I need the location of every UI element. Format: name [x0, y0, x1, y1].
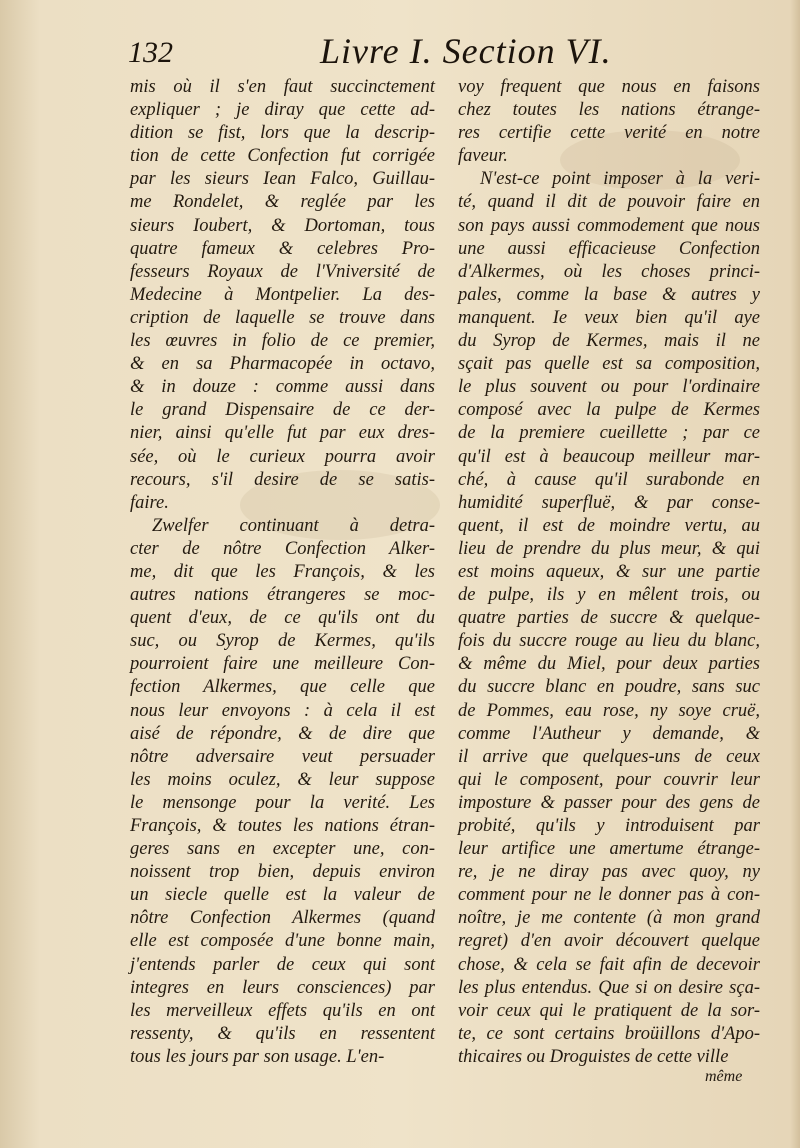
text-line: mis où il s'en faut succinctement: [130, 77, 435, 97]
text-line: une aussi efficacieuse Confection: [458, 238, 760, 259]
text-column-left: [130, 76, 435, 1069]
text-line: pales, comme la base & autres y: [458, 284, 760, 305]
text-line: lieu de prendre du plus meur, & qui: [458, 538, 760, 559]
text-line: nôtre adversaire veut persuader: [130, 746, 435, 767]
text-line: elle est composée d'une bonne main,: [130, 931, 435, 952]
text-line: par les sieurs Iean Falco, Guillau-: [130, 169, 435, 190]
text-line: autres nations étrangeres se moc-: [130, 585, 435, 606]
text-column-right: [458, 76, 760, 1069]
text-line: regret) d'en avoir découvert quelque: [458, 931, 760, 952]
text-line: François, & toutes les nations étran-: [130, 816, 435, 836]
text-line: les œuvres in folio de ce premier,: [130, 331, 435, 352]
text-line: leur artifice une amertume étrange-: [458, 839, 760, 860]
text-line: comment pour ne le donner pas à con-: [458, 885, 760, 906]
text-line: Medecine à Montpelier. La des-: [130, 284, 435, 305]
text-line: de Pommes, eau rose, ny soye cruë,: [458, 700, 760, 721]
text-line: les plus entendus. Que si on desire sça-: [458, 977, 760, 998]
text-line: les merveilleux effets qu'ils en ont: [130, 1000, 435, 1021]
text-line: les moins oculez, & leur suppose: [130, 769, 435, 790]
text-line: me Rondelet, & reglée par les: [130, 192, 435, 213]
text-line: le plus souvent ou pour l'ordinaire: [458, 377, 760, 398]
text-line: nier, ainsi qu'elle fut par eux dres-: [130, 423, 435, 444]
text-line: N'est-ce point imposer à la veri-: [480, 169, 760, 190]
text-line: quatre fameux & celebres Pro-: [130, 238, 435, 259]
text-line: recours, s'il desire de se satis-: [130, 469, 435, 490]
text-line: du Syrop de Kermes, mais il ne: [458, 331, 760, 352]
text-line: cter de nôtre Confection Alker-: [130, 538, 435, 559]
text-line: te, ce sont certains broüillons d'Apo-: [458, 1023, 760, 1044]
text-line: thicaires ou Droguistes de cette ville: [458, 1046, 729, 1067]
page-header: [128, 30, 768, 80]
text-line: ressenty, & qu'ils en ressentent: [130, 1023, 435, 1044]
text-line: qui le composent, pour couvrir leur: [458, 769, 760, 790]
text-line: son pays aussi commodement que nous: [458, 215, 760, 236]
text-line: tion de cette Confection fut corrigée: [130, 146, 435, 167]
text-line: sieurs Ioubert, & Dortoman, tous: [130, 215, 435, 236]
text-line: noissent trop bien, depuis environ: [130, 862, 435, 883]
text-line: sçait pas quelle est sa composition,: [458, 354, 760, 375]
running-title: Livre I. Section VI.: [320, 31, 612, 71]
text-line: voy frequent que nous en faisons: [458, 77, 760, 97]
text-line: tous les jours par son usage. L'en-: [130, 1046, 385, 1067]
text-line: de pulpe, ils y en mêlent trois, ou: [458, 585, 760, 606]
text-line: pourroient faire une meilleure Con-: [130, 654, 435, 675]
text-line: quatre parties de succre & quelque-: [458, 608, 760, 629]
text-line: chez toutes les nations étrange-: [458, 100, 760, 121]
text-line: fesseurs Royaux de l'Vniversité de: [130, 261, 435, 282]
text-line: voir ceux qui le pratiquent de la sor-: [458, 1000, 760, 1021]
text-line: il arrive que quelques-uns de ceux: [458, 746, 760, 767]
text-line: comme l'Autheur y demande, &: [458, 723, 760, 744]
text-line: suc, ou Syrop de Kermes, qu'ils: [130, 631, 435, 652]
text-line: quent, il est de moindre vertu, au: [458, 515, 760, 536]
text-line: nous leur envoyons : à cela il est: [130, 700, 435, 721]
text-line: re, je ne diray pas avec quoy, ny: [458, 862, 760, 883]
text-line: faveur.: [458, 146, 508, 167]
text-line: du succre blanc en poudre, sans suc: [458, 677, 760, 698]
text-line: humidité superfluë, & par conse-: [458, 492, 760, 513]
text-line: nôtre Confection Alkermes (quand: [130, 908, 435, 929]
text-line: j'entends parler de ceux qui sont: [130, 954, 435, 975]
text-line: noître, je me contente (à mon grand: [458, 908, 760, 929]
text-line: quent d'eux, de ce qu'ils ont du: [130, 608, 435, 629]
text-line: composé avec la pulpe de Kermes: [458, 400, 760, 421]
text-line: ché, à cause qu'il surabonde en: [458, 469, 760, 490]
text-line: aisé de répondre, & de dire que: [130, 723, 435, 744]
text-line: un siecle quelle est la valeur de: [130, 885, 435, 906]
text-line: qu'il est à beaucoup meilleur mar-: [458, 446, 760, 467]
text-line: le mensonge pour la verité. Les: [130, 792, 435, 813]
text-line: faire.: [130, 492, 169, 513]
text-line: & in douze : comme aussi dans: [130, 377, 435, 398]
catchword: même: [705, 1068, 743, 1085]
text-line: geres sans en excepter une, con-: [130, 839, 435, 860]
text-line: me, dit que les François, & les: [130, 561, 435, 582]
text-line: res certifie cette verité en notre: [458, 123, 760, 144]
text-line: té, quand il dit de pouvoir faire en: [458, 192, 760, 213]
text-line: Zwelfer continuant à detra-: [152, 515, 435, 536]
text-line: le grand Dispensaire de ce der-: [130, 400, 435, 421]
page-number: 132: [128, 36, 173, 69]
text-line: manquent. Ie veux bien qu'il aye: [458, 307, 760, 328]
text-line: d'Alkermes, où les choses princi-: [458, 261, 760, 282]
text-line: est moins aqueux, & sur une partie: [458, 561, 760, 582]
text-line: fection Alkermes, que celle que: [130, 677, 435, 698]
text-line: cription de laquelle se trouve dans: [130, 307, 435, 328]
text-line: integres en leurs consciences) par: [130, 977, 435, 998]
text-line: dition se fist, lors que la descrip-: [130, 123, 435, 144]
text-line: & même du Miel, pour deux parties: [458, 654, 760, 675]
text-line: imposture & passer pour des gens de: [458, 792, 760, 813]
text-line: probité, qu'ils y introduisent par: [458, 816, 760, 836]
text-line: expliquer ; je diray que cette ad-: [130, 100, 435, 121]
text-line: fois du succre rouge au lieu du blanc,: [458, 631, 760, 652]
text-line: & en sa Pharmacopée in octavo,: [130, 354, 435, 375]
text-line: de la premiere cueillette ; par ce: [458, 423, 760, 444]
text-line: chose, & cela se fait afin de decevoir: [458, 954, 760, 975]
text-line: sée, où le curieux pourra avoir: [130, 446, 435, 467]
